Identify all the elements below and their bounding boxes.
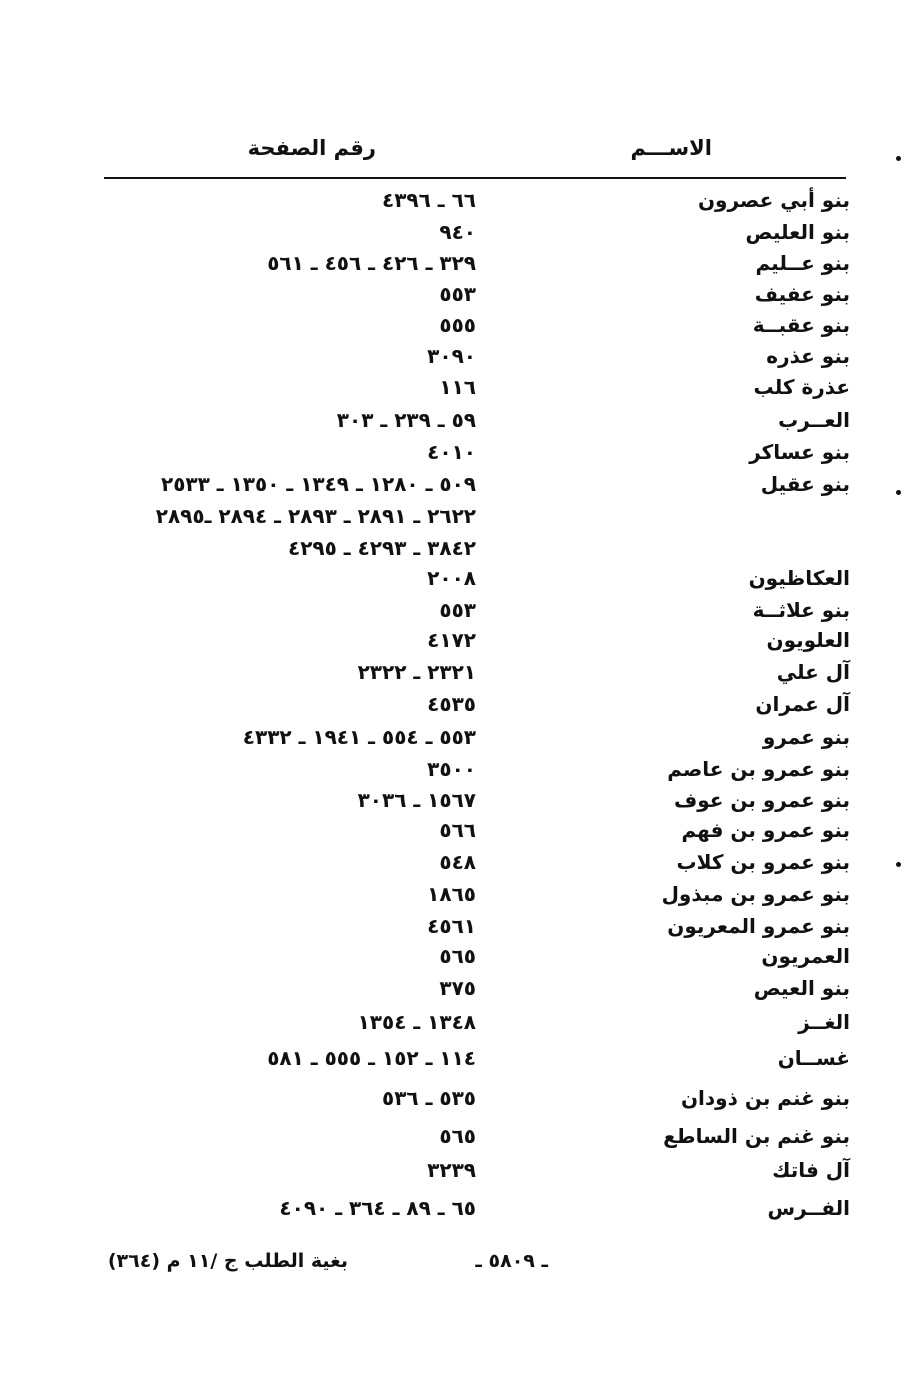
entry-name: بنو علاثــة [752, 598, 850, 622]
index-row [0, 692, 904, 722]
page-number-column-header: رقم الصفحة [247, 136, 376, 160]
entry-name: بنو عمرو [762, 725, 850, 749]
entry-pages: ١١٦ [439, 375, 476, 399]
entry-pages: ٢٠٠٨ [427, 566, 476, 590]
name-column-header: الاســـم [630, 136, 712, 160]
index-row [0, 1158, 904, 1188]
entry-name: بنو عمرو بن فهم [681, 818, 850, 842]
index-row [0, 757, 904, 787]
entry-pages: ٣٢٩ ـ ٤٢٦ ـ ٤٥٦ ـ ٥٦١ [267, 251, 476, 275]
entry-pages: ٣٠٩٠ [427, 344, 476, 368]
index-row [0, 440, 904, 470]
index-row [0, 660, 904, 690]
index-row [0, 788, 904, 818]
entry-pages: ٩٤٠ [439, 220, 476, 244]
entry-name: بنو العليص [745, 220, 850, 244]
entry-pages: ٤٥٣٥ [427, 692, 476, 716]
entry-pages: ٥٥٥ [439, 313, 476, 337]
index-row [0, 188, 904, 218]
entry-name: آل عمران [755, 692, 850, 716]
entry-pages: ٦٦ ـ ٤٣٩٦ [381, 188, 476, 212]
entry-name: بنو غنم بن الساطع [663, 1124, 850, 1148]
index-row [0, 220, 904, 250]
index-row [0, 882, 904, 912]
index-row [0, 976, 904, 1006]
footer-page-number: ـ ٥٨٠٩ ـ [475, 1250, 548, 1272]
entry-name: آل علي [776, 660, 850, 684]
index-row [0, 375, 904, 405]
entry-name: بنو عذره [766, 344, 850, 368]
entry-name: بنو عمرو بن كلاب [676, 850, 850, 874]
entry-name: العلويون [766, 628, 850, 652]
entry-name: بنو عقيل [760, 472, 850, 496]
entry-pages: ٤١٧٢ [427, 628, 476, 652]
index-row [0, 1010, 904, 1040]
entry-pages: ٥٦٦ [439, 818, 476, 842]
entry-name: بنو عساكر [749, 440, 850, 464]
entry-name: غســان [777, 1046, 850, 1070]
entry-pages: ١٥٦٧ ـ ٣٠٣٦ [357, 788, 476, 812]
index-row [0, 504, 904, 534]
entry-pages: ٥٠٩ ـ ١٢٨٠ ـ ١٣٤٩ ـ ١٣٥٠ ـ ٢٥٣٣ [161, 472, 476, 496]
entry-name: عذرة كلب [753, 375, 850, 399]
entry-pages: ٥٥٣ ـ ٥٥٤ ـ ١٩٤١ ـ ٤٣٣٢ [242, 725, 476, 749]
entry-pages: ٢٣٢١ ـ ٢٣٢٢ [357, 660, 476, 684]
entry-name: بنو أبي عصرون [697, 188, 850, 212]
index-row [0, 472, 904, 502]
entry-name: بنو عمرو بن مبذول [661, 882, 850, 906]
margin-dot [896, 862, 901, 867]
entry-pages: ٢٦٢٢ ـ ٢٨٩١ ـ ٢٨٩٣ ـ ٢٨٩٤ ـ٢٨٩٥ [155, 504, 476, 528]
entry-pages: ١٣٤٨ ـ ١٣٥٤ [357, 1010, 476, 1034]
entry-pages: ١١٤ ـ ١٥٢ ـ ٥٥٥ ـ ٥٨١ [267, 1046, 476, 1070]
entry-pages: ٦٥ ـ ٨٩ ـ ٣٦٤ ـ ٤٠٩٠ [279, 1196, 476, 1220]
index-row [0, 725, 904, 755]
entry-name: بنو عمرو المعريون [667, 914, 850, 938]
entry-pages: ٣٢٣٩ [427, 1158, 476, 1182]
index-row [0, 1124, 904, 1154]
index-row [0, 914, 904, 944]
entry-name: بنو عقبــة [752, 313, 850, 337]
entry-pages: ٤٥٦١ [427, 914, 476, 938]
index-row [0, 944, 904, 974]
entry-pages: ٤٠١٠ [427, 440, 476, 464]
index-row [0, 344, 904, 374]
index-row [0, 1086, 904, 1116]
entry-pages: ٣٨٤٢ ـ ٤٢٩٣ ـ ٤٢٩٥ [287, 536, 476, 560]
entry-name: بنو غنم بن ذودان [680, 1086, 850, 1110]
entry-pages: ٥٥٣ [439, 598, 476, 622]
entry-pages: ٣٧٥ [439, 976, 476, 1000]
entry-pages: ٥٩ ـ ٢٣٩ ـ ٣٠٣ [336, 408, 476, 432]
entry-name: الغــز [798, 1010, 850, 1034]
entry-pages: ١٨٦٥ [427, 882, 476, 906]
index-row [0, 313, 904, 343]
entry-name: بنو عفيف [754, 282, 850, 306]
entry-pages: ٣٥٠٠ [427, 757, 476, 781]
index-row [0, 566, 904, 596]
entry-name: آل فاتك [772, 1158, 850, 1182]
footer-source: بغية الطلب ج /١١ م (٣٦٤) [107, 1250, 348, 1272]
entry-pages: ٥٣٥ ـ ٥٣٦ [381, 1086, 476, 1110]
entry-name: الفــرس [767, 1196, 850, 1220]
index-row [0, 536, 904, 566]
index-row [0, 1196, 904, 1226]
index-row [0, 818, 904, 848]
entry-name: العــرب [778, 408, 850, 432]
index-row [0, 282, 904, 312]
entry-pages: ٥٥٣ [439, 282, 476, 306]
index-row [0, 1046, 904, 1076]
entry-pages: ٥٦٥ [439, 1124, 476, 1148]
index-row [0, 628, 904, 658]
index-row [0, 598, 904, 628]
entry-name: بنو عــليم [755, 251, 850, 275]
entry-name: العكاظيون [748, 566, 850, 590]
index-row [0, 251, 904, 281]
entry-name: بنو العيص [753, 976, 850, 1000]
header-divider [104, 177, 846, 179]
index-row [0, 850, 904, 880]
entry-name: بنو عمرو بن عوف [674, 788, 850, 812]
entry-pages: ٥٦٥ [439, 944, 476, 968]
entry-pages: ٥٤٨ [439, 850, 476, 874]
entry-name: العمريون [761, 944, 850, 968]
margin-dot [896, 490, 901, 495]
entry-name: بنو عمرو بن عاصم [667, 757, 850, 781]
index-row [0, 408, 904, 438]
margin-dot [896, 156, 901, 161]
